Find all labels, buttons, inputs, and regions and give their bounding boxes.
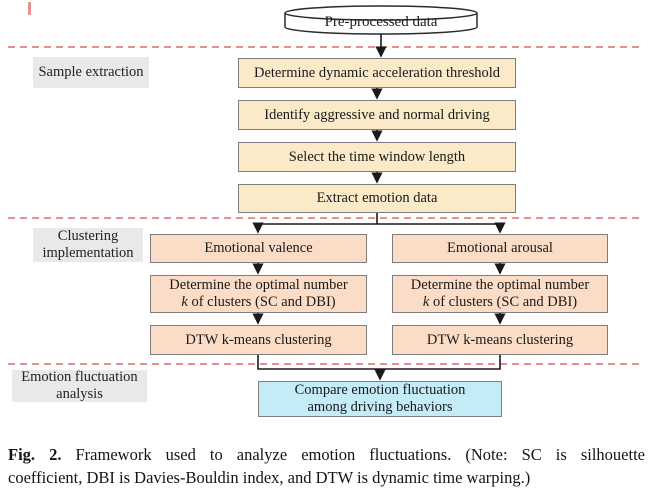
step-text: Extract emotion data xyxy=(316,190,438,206)
step-extract-emotion xyxy=(238,184,516,213)
caption-line-1 xyxy=(8,443,645,466)
box-text: Determine the optimal number xyxy=(169,277,348,293)
node-preprocessed-data xyxy=(285,13,477,31)
box-text: among driving behaviors xyxy=(307,399,453,415)
section-label-text: Emotion fluctuation xyxy=(21,369,138,385)
merge-connector xyxy=(258,355,500,369)
box-text: DTW k-means clustering xyxy=(426,331,574,348)
section-label-text: implementation xyxy=(42,245,134,261)
node-label: Pre-processed data xyxy=(324,13,438,30)
step-text: Select the time window length xyxy=(288,148,466,165)
red-dash-mark xyxy=(28,2,31,15)
box-text xyxy=(181,294,335,311)
box-emotional-valence xyxy=(150,234,367,263)
caption-fig-label: Fig. 2. xyxy=(8,445,62,464)
box-text: Compare emotion fluctuation xyxy=(294,382,466,398)
section-label-sample-extraction xyxy=(33,57,149,88)
box-optimal-k-left xyxy=(150,275,367,313)
step-determine-threshold xyxy=(238,58,516,88)
box-emotional-arousal xyxy=(392,234,608,263)
box-text: of clusters (SC and DBI) xyxy=(429,294,578,310)
k-symbol: k xyxy=(181,294,188,310)
section-label-text: analysis xyxy=(56,386,103,402)
box-compare-fluctuation xyxy=(258,381,502,417)
box-text xyxy=(423,294,577,311)
section-label-clustering-implementation xyxy=(33,228,143,262)
step-identify-driving xyxy=(238,100,516,130)
caption-text: Framework used to analyze emotion fluctuations. (Note: SC is silhouette xyxy=(61,445,645,464)
section-label-text: Sample extraction xyxy=(38,64,144,80)
section-label-emotion-fluctuation-analysis xyxy=(12,370,147,402)
section-label-text: Clustering xyxy=(57,228,119,244)
caption-line-2 xyxy=(8,466,645,489)
box-text: Emotional arousal xyxy=(447,240,553,256)
branch-connector xyxy=(258,213,500,224)
box-text: of clusters (SC and DBI) xyxy=(187,294,336,310)
box-text: Determine the optimal number xyxy=(410,277,590,293)
step-text: Determine dynamic acceleration threshold xyxy=(254,64,500,81)
step-select-window xyxy=(238,142,516,172)
box-dtw-left xyxy=(150,325,367,355)
box-optimal-k-right xyxy=(392,275,608,313)
box-text: DTW k-means clustering xyxy=(185,331,332,348)
k-symbol: k xyxy=(422,294,430,310)
step-text: Identify aggressive and normal driving xyxy=(264,106,490,123)
figure-caption xyxy=(8,443,645,489)
box-dtw-right xyxy=(392,325,608,355)
caption-text: coefficient, DBI is Davies-Bouldin index, and DTW is dynamic time warping.) xyxy=(8,468,531,487)
box-text: Emotional valence xyxy=(204,240,313,256)
